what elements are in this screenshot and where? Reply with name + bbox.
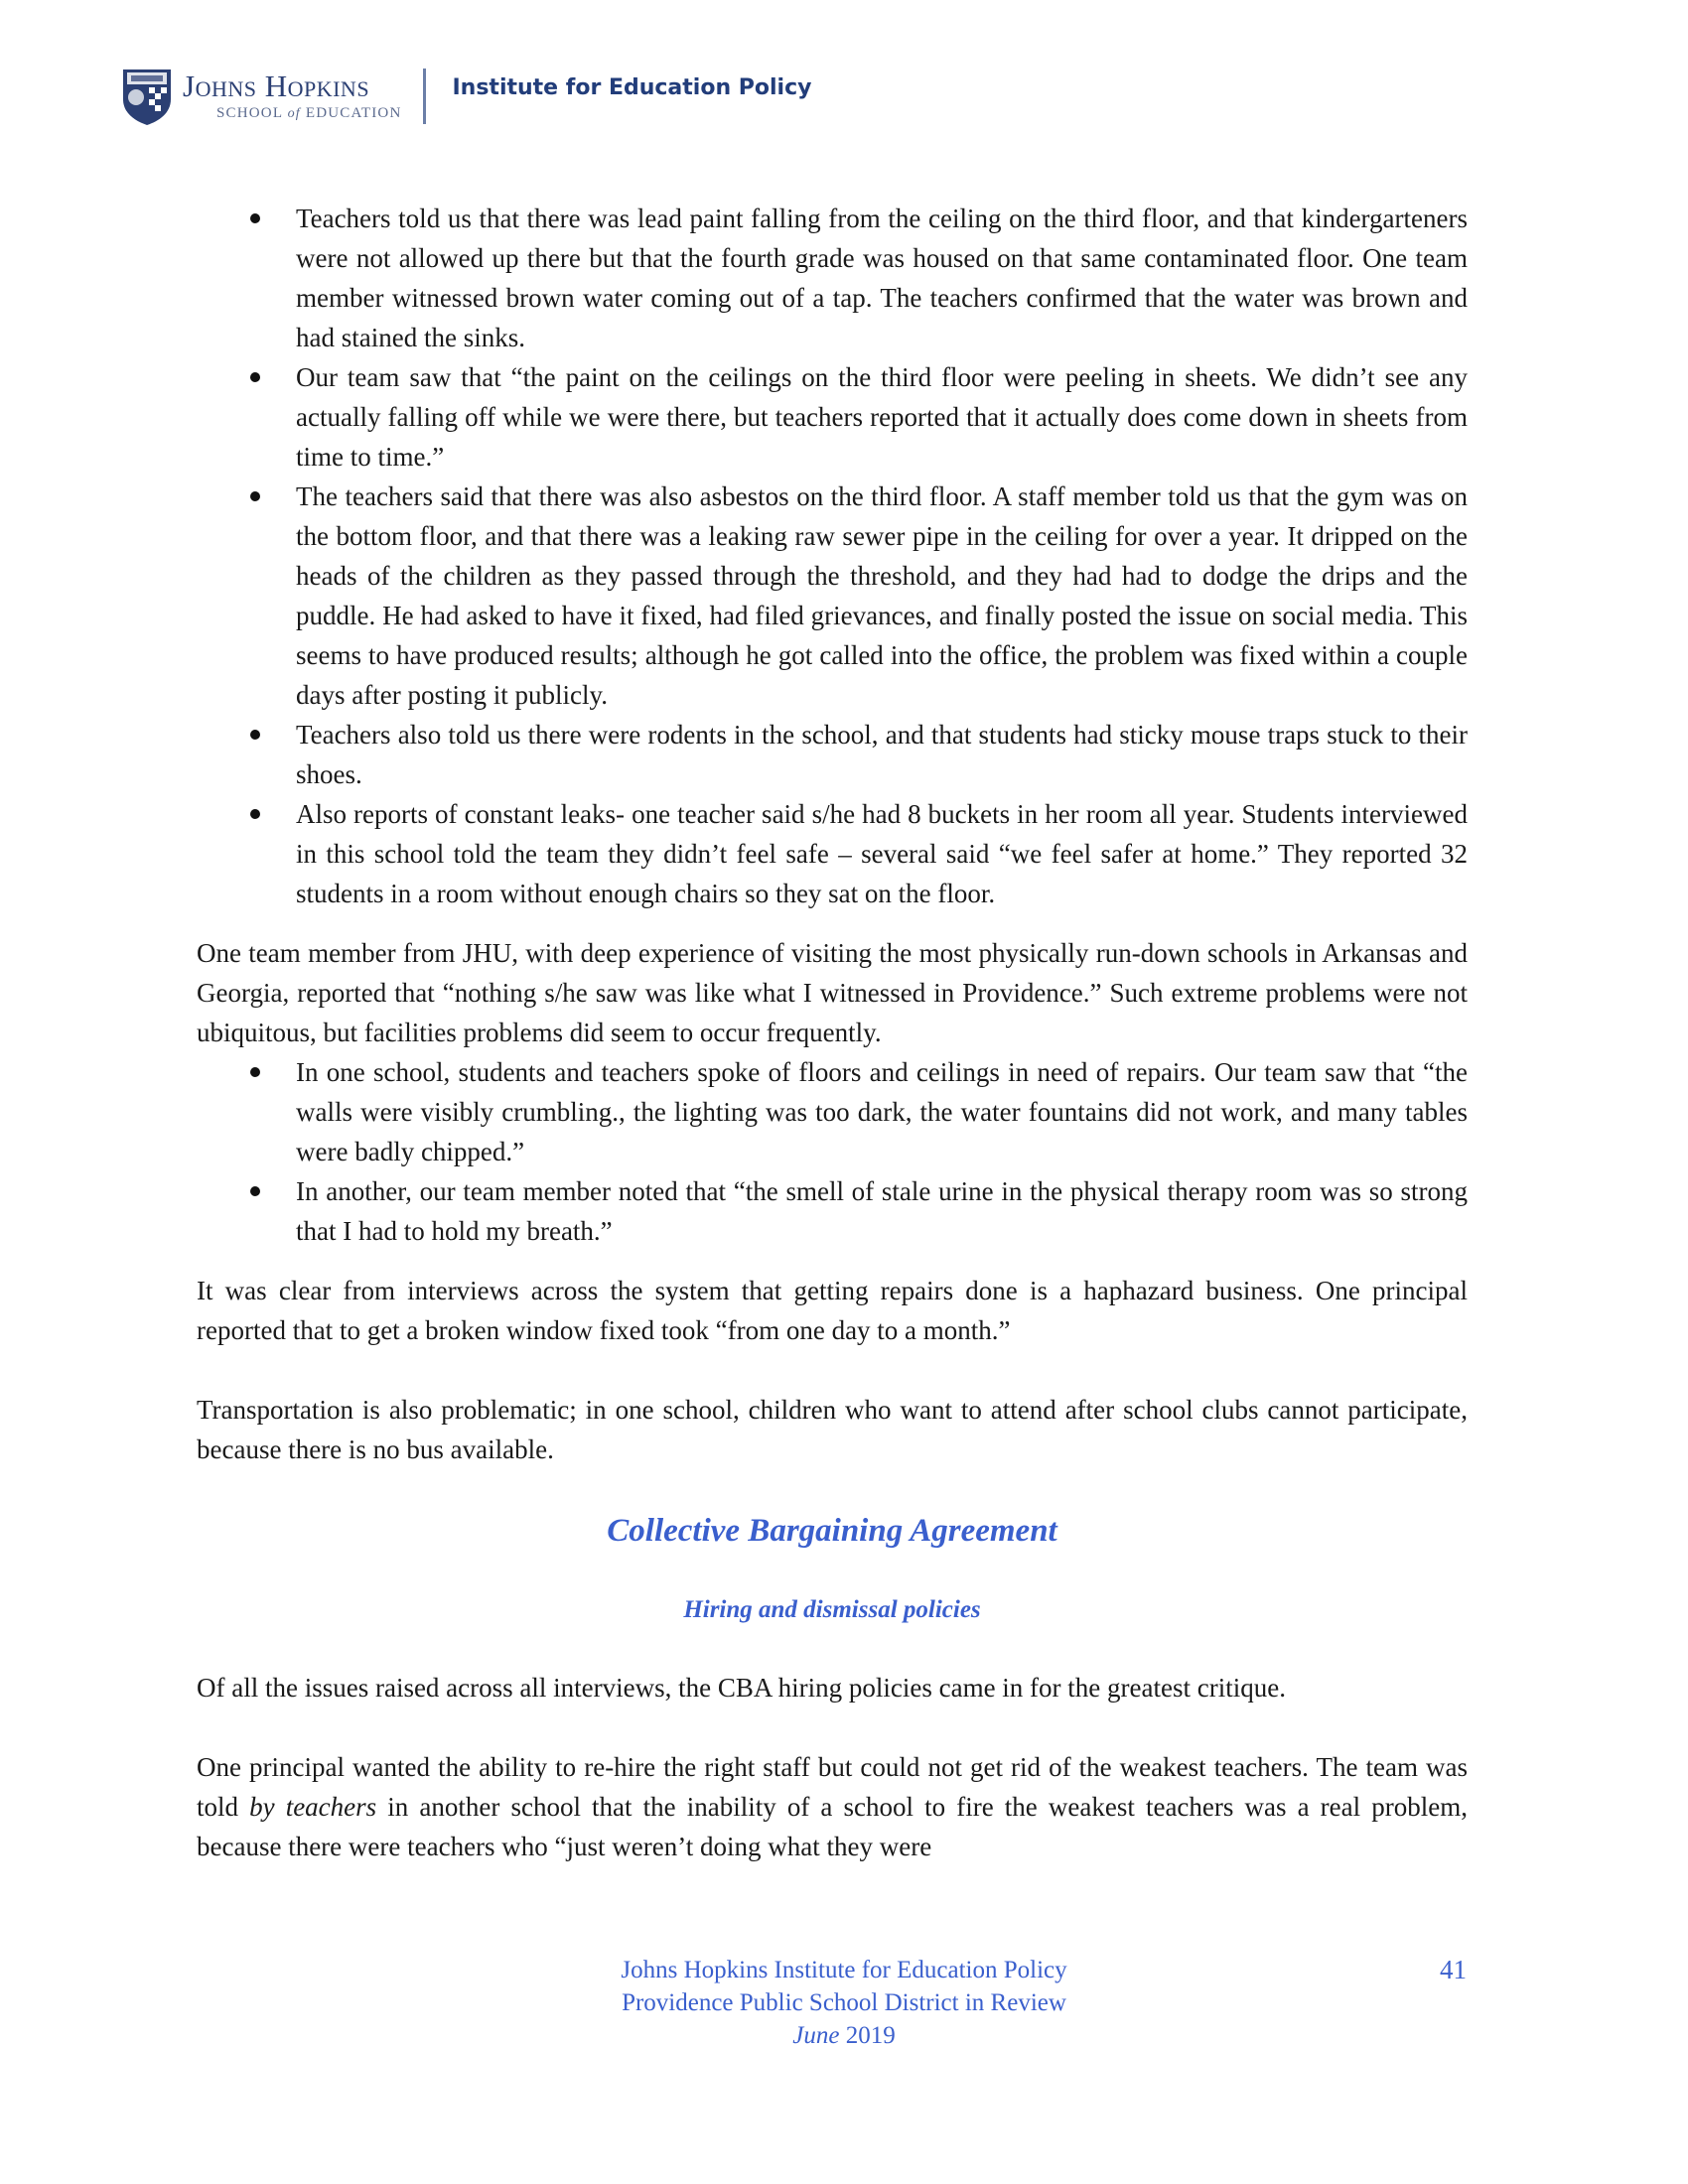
list-item: In another, our team member noted that “the smell of stale urine in the physical therapy room was so strong that I had to hold my breath.” — [197, 1171, 1468, 1251]
footer-institute: Johns Hopkins Institute for Education Policy — [621, 1957, 1067, 1983]
bullet-icon — [250, 372, 260, 382]
list-item: Teachers told us that there was lead paint falling from the ceiling on the third floor, and that kindergarteners were not allowed up there but that the fourth grade was housed on that same contaminated floor. One team member witnessed brown water coming out of a tap. The teachers confirmed that the water was brown and had stained the sinks. — [197, 199, 1468, 357]
logo-divider — [423, 68, 426, 124]
footer-report-title: Providence Public School District in Review — [622, 1989, 1066, 2016]
page-footer — [0, 1954, 1688, 2052]
list-item: Teachers also told us there were rodents in the school, and that students had sticky mouse traps stuck to their shoes. — [197, 715, 1468, 794]
footer-date: June 2019 — [792, 2022, 896, 2049]
paragraph-cba-critique: Of all the issues raised across all interviews, the CBA hiring policies came in for the greatest critique. — [197, 1673, 1286, 1703]
university-shield-icon — [121, 66, 173, 127]
logo-text — [183, 69, 401, 124]
bullet-icon — [250, 1067, 260, 1077]
list-item: In one school, students and teachers spoke of floors and ceilings in need of repairs. Our team saw that “the walls were visibly crumbling., the lighting was too dark, the water fountains did not work, and many tables were badly chipped.” — [197, 1052, 1468, 1171]
bullet-icon — [250, 730, 260, 740]
list-item: The teachers said that there was also asbestos on the third floor. A staff member told us that the gym was on the bottom floor, and that there was a leaking raw sewer pipe in the ceiling for over a year. It dripped on the heads of the children as they passed through the threshold, and they had had to dodge the drips and the puddle. He had asked to have it fixed, had filed grievances, and finally posted the issue on social media. This seems to have produced results; although he got called into the office, the problem was fixed within a couple days after posting it publicly. — [197, 477, 1468, 715]
paragraph-transportation: Transportation is also problematic; in one school, children who want to attend after school clubs cannot participate, because there is no bus available. — [197, 1395, 1468, 1464]
page-number: 41 — [1440, 1955, 1467, 1984]
list-item: Our team saw that “the paint on the ceilings on the third floor were peeling in sheets. We didn’t see any actually falling off while we were there, but teachers reported that it actually does come down in sheets from time to time.” — [197, 357, 1468, 477]
page-content — [197, 199, 1468, 1866]
logo-university-name: Johns Hopkins — [183, 68, 370, 103]
logo-school-name: SCHOOL of EDUCATION — [216, 104, 402, 121]
facilities-list-2 — [197, 1052, 1468, 1251]
page-header — [121, 62, 811, 131]
section-subheading: Hiring and dismissal policies — [683, 1596, 981, 1623]
bullet-icon — [250, 1186, 260, 1196]
paragraph-jhu-observation: One team member from JHU, with deep experience of visiting the most physically run-down schools in Arkansas and Georgia, reported that “nothing s/he saw was like what I witnessed in Providence.” Such extreme problems were not ubiquitous, but facilities problems did seem to occur frequently. — [197, 938, 1468, 1047]
paragraph-repairs: It was clear from interviews across the system that getting repairs done is a haphazard business. One principal reported that to get a broken window fixed took “from one day to a month.” — [197, 1276, 1468, 1345]
paragraph-principal: One principal wanted the ability to re-hire the right staff but could not get rid of the weakest teachers. The team was told by teachers in another school that the inability of a school to fire the weakest teachers was a real problem, because there were teachers who “just weren’t doing what they were — [197, 1752, 1468, 1861]
bullet-icon — [250, 213, 260, 223]
institute-name: Institute for Education Policy — [452, 74, 812, 100]
emphasis: by teachers — [249, 1792, 377, 1822]
list-item: Also reports of constant leaks- one teacher said s/he had 8 buckets in her room all year. Students interviewed in this school told the team they didn’t feel safe – several said “we feel safer at home.” They reported 32 students in a room without enough chairs so they sat on the floor. — [197, 794, 1468, 913]
facilities-list-1 — [197, 199, 1468, 913]
bullet-icon — [250, 809, 260, 819]
bullet-icon — [250, 491, 260, 501]
section-heading: Collective Bargaining Agreement — [607, 1513, 1057, 1549]
